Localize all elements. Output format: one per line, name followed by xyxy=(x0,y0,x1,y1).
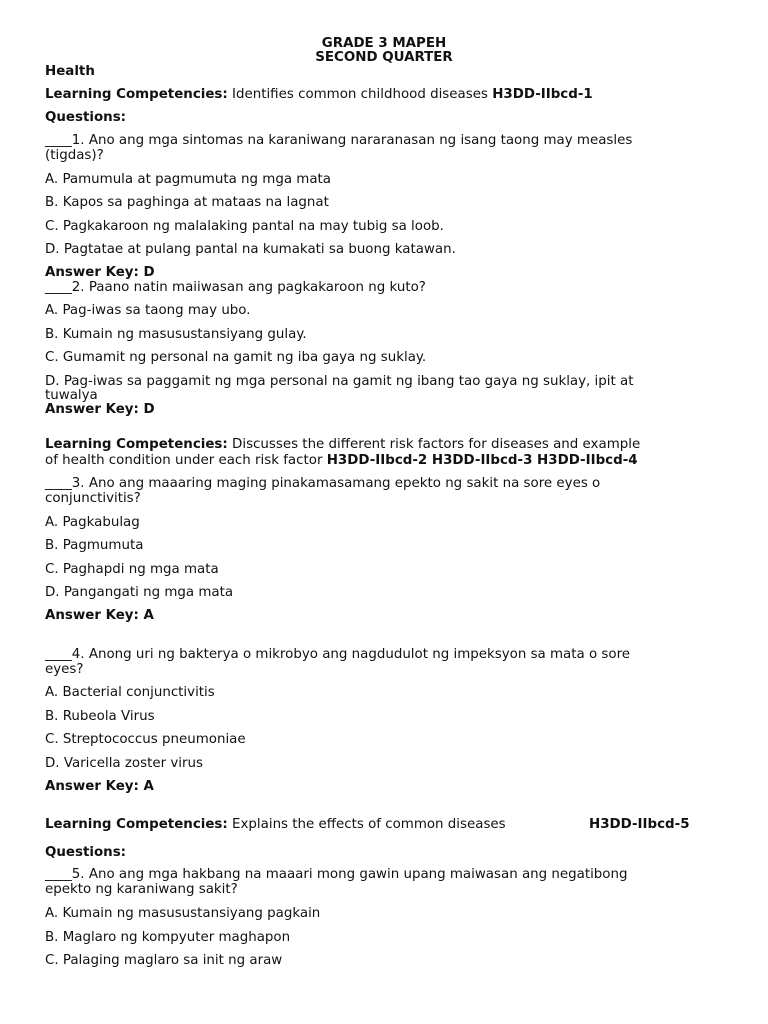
choice-b: B. Rubeola Virus xyxy=(45,709,155,724)
learning-competency-2-cont xyxy=(45,453,638,468)
lc-text: Discusses the different risk factors for diseases and example xyxy=(232,437,641,452)
question-text-cont: epekto ng karaniwang sakit? xyxy=(45,882,238,897)
lc-text: Explains the effects of common diseases xyxy=(232,817,506,832)
choice-b: B. Kumain ng masusustansiyang gulay. xyxy=(45,327,307,342)
choice-c: C. Paghapdi ng mga mata xyxy=(45,562,219,577)
choice-c: C. Pagkakaroon ng malalaking pantal na may tubig sa loob. xyxy=(45,219,444,234)
lc-text-cont: of health condition under each risk factor xyxy=(45,453,323,468)
learning-competency-3 xyxy=(45,817,506,832)
question-text-cont: (tigdas)? xyxy=(45,148,104,163)
quarter-title: SECOND QUARTER xyxy=(315,50,453,65)
answer-key: Answer Key: A xyxy=(45,779,154,794)
choice-a: A. Kumain ng masusustansiyang pagkain xyxy=(45,906,321,921)
learning-competency-1 xyxy=(45,87,593,102)
answer-key: Answer Key: D xyxy=(45,265,155,280)
question-text: ____4. Anong uri ng bakterya o mikrobyo ang nagdudulot ng impeksyon sa mata o sore xyxy=(45,647,631,662)
choice-d: D. Varicella zoster virus xyxy=(45,756,203,771)
choice-d: D. Pangangati ng mga mata xyxy=(45,585,234,600)
lc-code: H3DD-IIbcd-1 xyxy=(492,87,593,102)
choice-a: A. Pamumula at pagmumuta ng mga mata xyxy=(45,172,332,187)
choice-a: A. Pagkabulag xyxy=(45,515,140,530)
lc-label: Learning Competencies: xyxy=(45,87,228,102)
question-text: ____1. Ano ang mga sintomas na karaniwang nararanasan ng isang taong may measles xyxy=(45,133,633,148)
subject-heading: Health xyxy=(45,64,95,79)
choice-c: C. Palaging maglaro sa init ng araw xyxy=(45,953,283,968)
answer-key: Answer Key: D xyxy=(45,402,155,417)
question-text: ____5. Ano ang mga hakbang na maaari mong gawin upang maiwasan ang negatibong xyxy=(45,867,628,882)
questions-heading: Questions: xyxy=(45,110,127,125)
question-text-cont: eyes? xyxy=(45,662,84,677)
questions-heading: Questions: xyxy=(45,845,127,860)
choice-c: C. Gumamit ng personal na gamit ng iba gaya ng suklay. xyxy=(45,350,427,365)
choice-d: D. Pagtatae at pulang pantal na kumakati sa buong katawan. xyxy=(45,242,456,257)
choice-a: A. Bacterial conjunctivitis xyxy=(45,685,215,700)
lc-code: H3DD-IIbcd-2 H3DD-IIbcd-3 H3DD-IIbcd-4 xyxy=(326,453,638,468)
choice-b: B. Pagmumuta xyxy=(45,538,144,553)
lc-text: Identifies common childhood diseases xyxy=(232,87,488,102)
choice-c: C. Streptococcus pneumoniae xyxy=(45,732,246,747)
question-text: ____3. Ano ang maaaring maging pinakamasamang epekto ng sakit na sore eyes o xyxy=(45,476,601,491)
question-text-cont: conjunctivitis? xyxy=(45,491,141,506)
choice-d-cont: tuwalya xyxy=(45,388,98,403)
question-text: ____2. Paano natin maiiwasan ang pagkakaroon ng kuto? xyxy=(45,280,426,295)
lc-label: Learning Competencies: xyxy=(45,817,228,832)
choice-d: D. Pag-iwas sa paggamit ng mga personal na gamit ng ibang tao gaya ng suklay, ipit at xyxy=(45,374,634,389)
choice-b: B. Maglaro ng kompyuter maghapon xyxy=(45,930,291,945)
document-title: GRADE 3 MAPEH xyxy=(321,36,447,51)
lc-label: Learning Competencies: xyxy=(45,437,228,452)
choice-b: B. Kapos sa paghinga at mataas na lagnat xyxy=(45,195,329,210)
learning-competency-2 xyxy=(45,437,640,452)
lc-code: H3DD-IIbcd-5 xyxy=(589,817,690,832)
choice-a: A. Pag-iwas sa taong may ubo. xyxy=(45,303,251,318)
answer-key: Answer Key: A xyxy=(45,608,154,623)
